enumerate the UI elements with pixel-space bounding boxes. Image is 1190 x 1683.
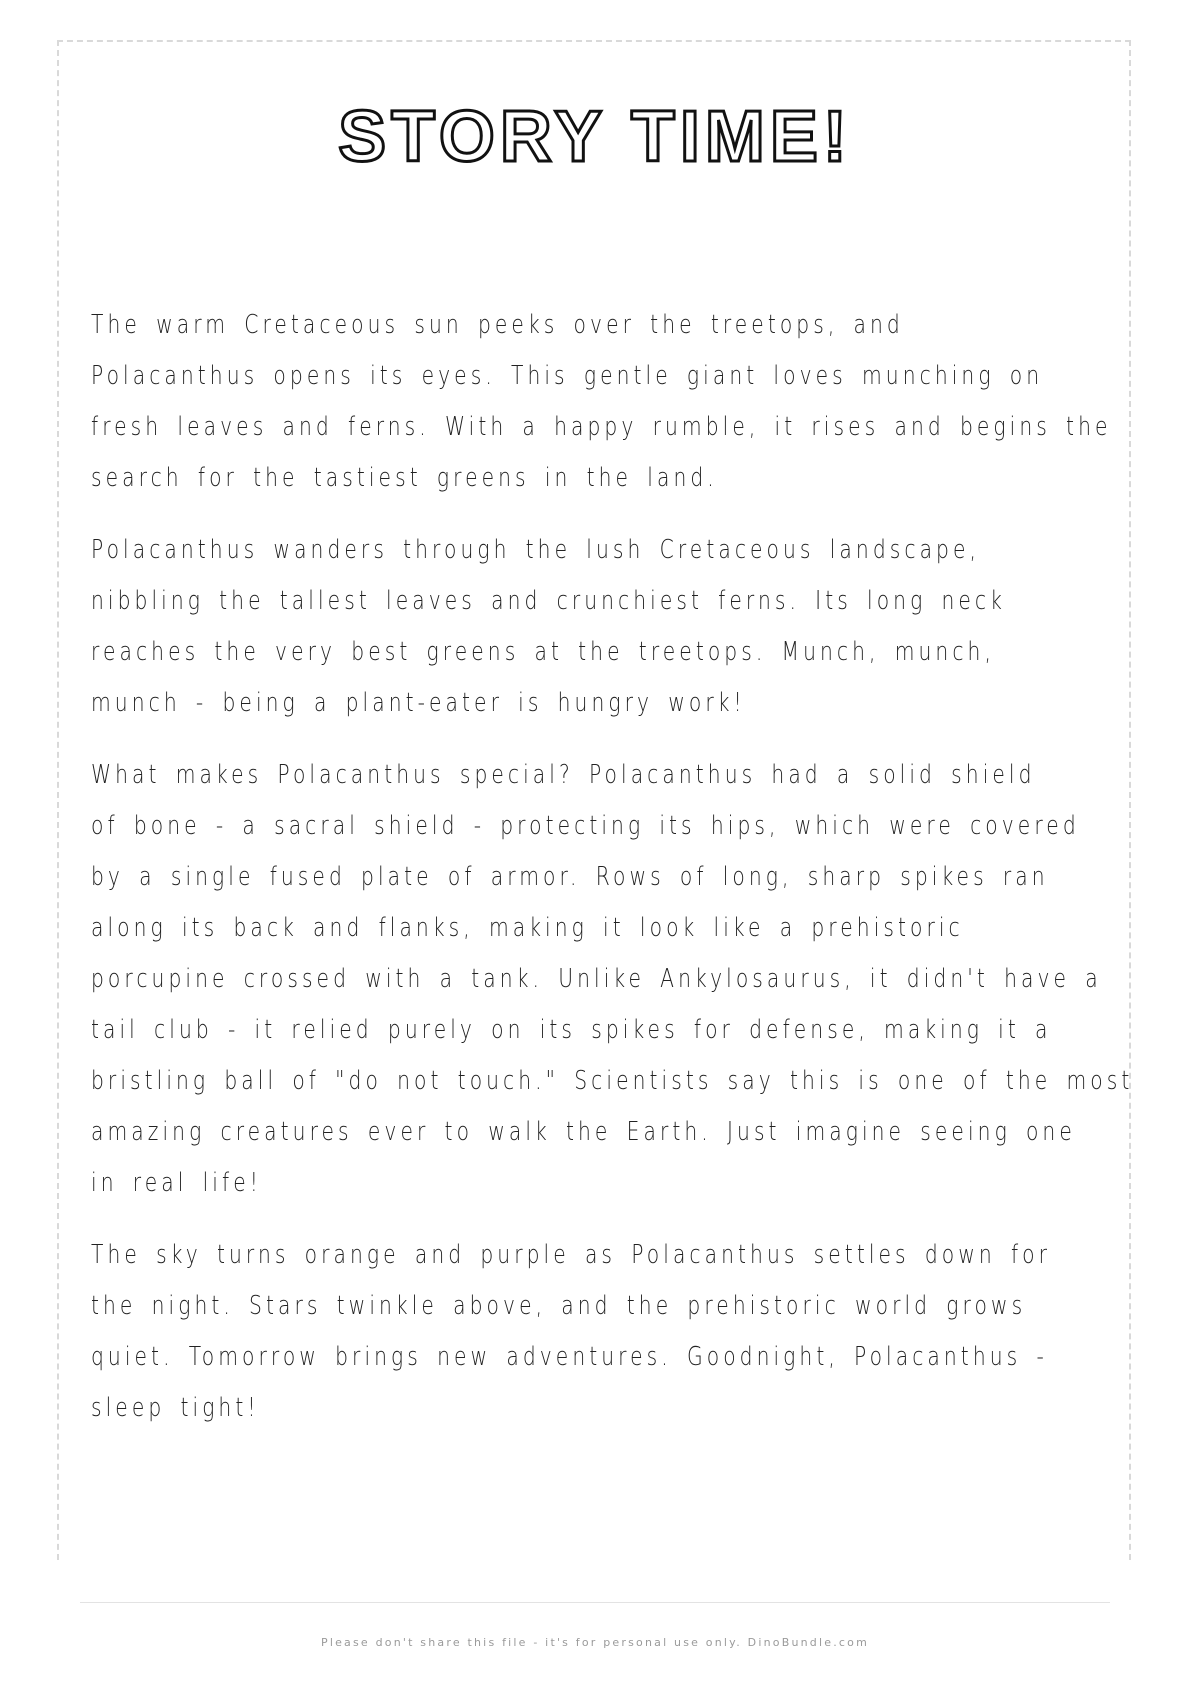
paragraph-line: bristling ball of "do not touch." Scientists say this is one of the most — [91, 1066, 1134, 1096]
page-title: STORY TIME! — [338, 97, 852, 177]
footer-divider — [80, 1602, 1110, 1603]
border-bottom-mask — [50, 1560, 1140, 1590]
footer-notice: Please don't share this file - it's for personal use only. DinoBundle.com — [321, 1636, 869, 1649]
paragraph-line: Polacanthus opens its eyes. This gentle giant loves munching on — [91, 361, 1044, 391]
paragraph-line: reaches the very best greens at the treetops. Munch, munch, — [91, 637, 995, 667]
story-paragraph-2 — [91, 525, 1097, 729]
paragraph-line: search for the tastiest greens in the land. — [91, 463, 718, 493]
story-paragraph-1 — [91, 300, 1112, 504]
paragraph-line: The sky turns orange and purple as Polacanthus settles down for — [91, 1240, 1052, 1270]
paragraph-line: in real life! — [91, 1168, 262, 1198]
paragraph-line: nibbling the tallest leaves and crunchiest ferns. Its long neck — [91, 586, 1006, 616]
paragraph-line: along its back and flanks, making it look like a prehistoric — [91, 913, 964, 943]
paragraph-line: by a single fused plate of armor. Rows of long, sharp spikes ran — [91, 862, 1049, 892]
paragraph-line: the night. Stars twinkle above, and the prehistoric world grows — [91, 1291, 1027, 1321]
paragraph-line: porcupine crossed with a tank. Unlike Ankylosaurus, it didn't have a — [91, 964, 1102, 994]
paragraph-line: amazing creatures ever to walk the Earth. Just imagine seeing one — [91, 1117, 1076, 1147]
paragraph-line: Polacanthus wanders through the lush Cretaceous landscape, — [91, 535, 981, 565]
paragraph-line: sleep tight! — [91, 1393, 260, 1423]
story-paragraph-3 — [91, 750, 1134, 1209]
paragraph-line: What makes Polacanthus special? Polacanthus had a solid shield — [91, 760, 1036, 790]
paragraph-line: munch - being a plant-eater is hungry work! — [91, 688, 746, 718]
paragraph-line: of bone - a sacral shield - protecting its hips, which were covered — [91, 811, 1080, 841]
paragraph-line: quiet. Tomorrow brings new adventures. Goodnight, Polacanthus - — [91, 1342, 1048, 1372]
story-paragraph-4 — [91, 1230, 1097, 1434]
story-body — [91, 300, 1134, 1455]
paragraph-line: fresh leaves and ferns. With a happy rumble, it rises and begins the — [91, 412, 1112, 442]
paragraph-line: The warm Cretaceous sun peeks over the treetops, and — [91, 310, 904, 340]
paragraph-line: tail club - it relied purely on its spikes for defense, making it a — [91, 1015, 1052, 1045]
